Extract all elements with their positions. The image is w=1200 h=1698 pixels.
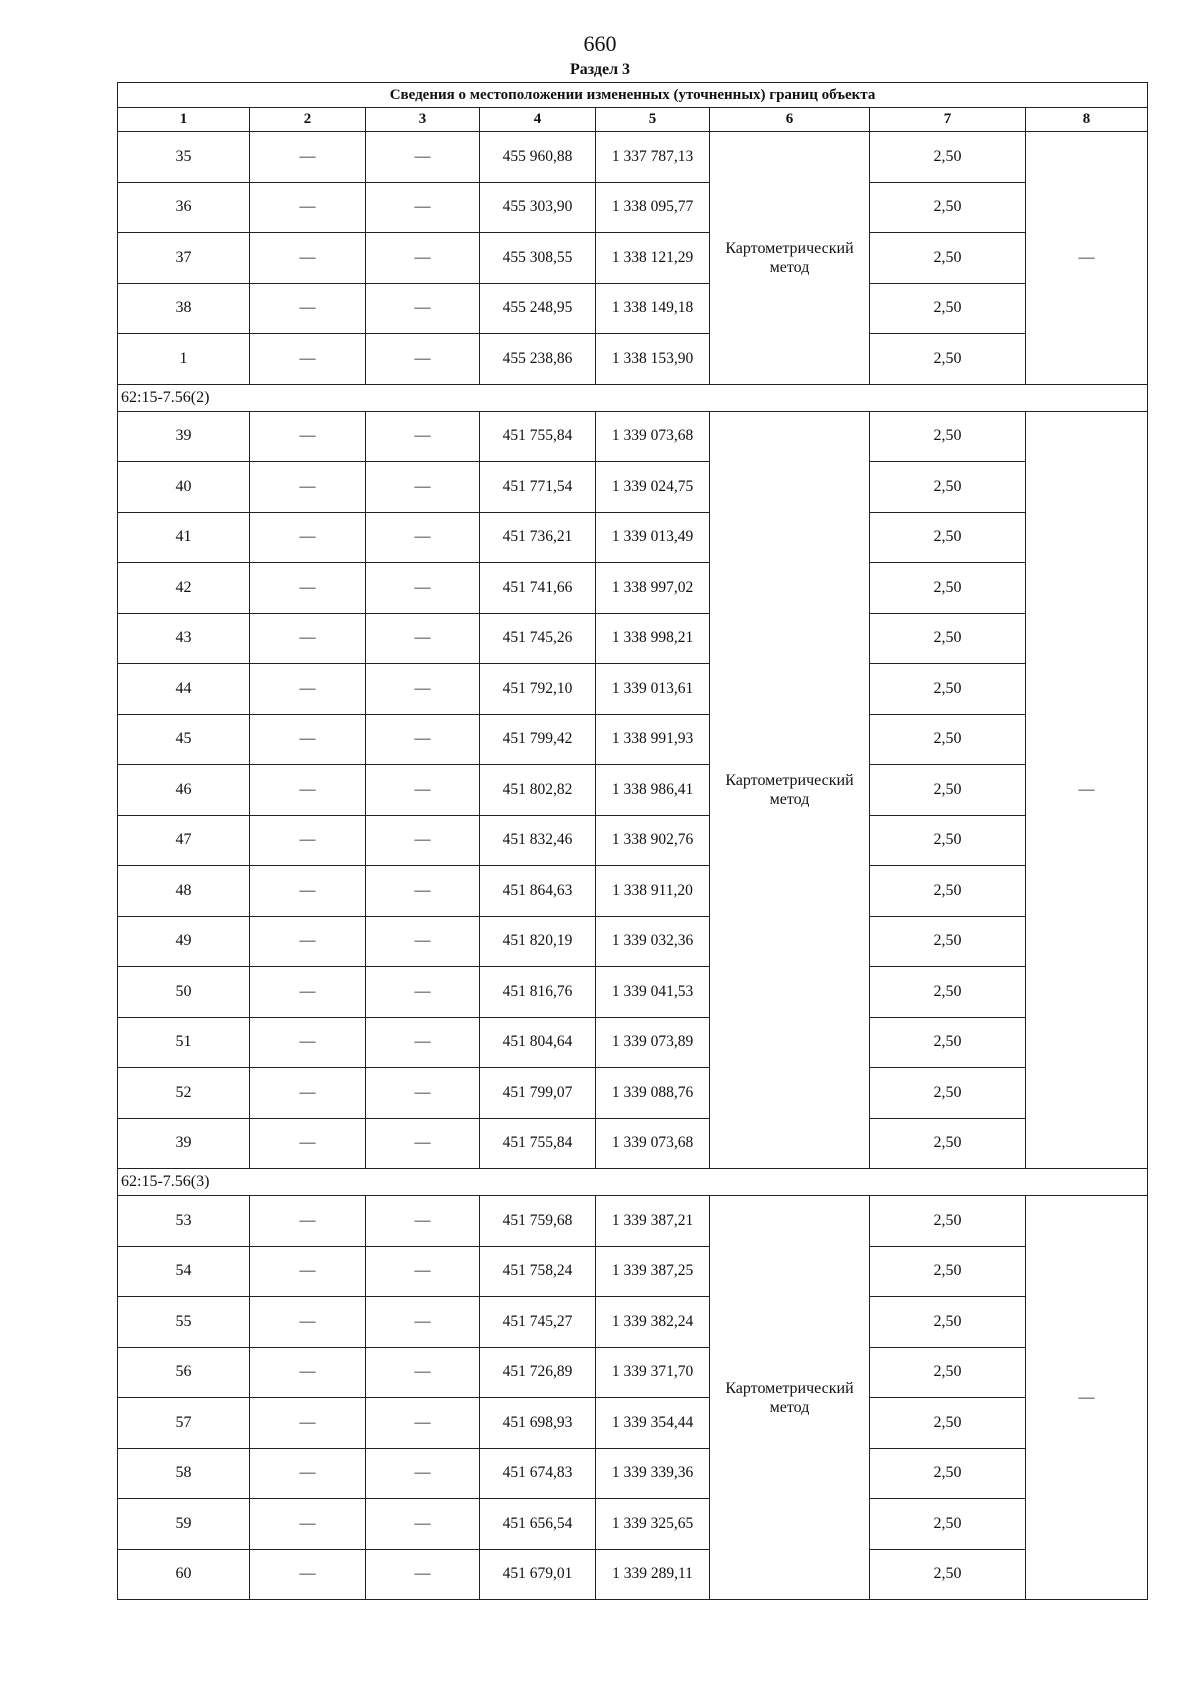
x-coordinate-cell: 455 303,90	[480, 182, 596, 233]
y-coordinate-cell: 1 338 902,76	[596, 815, 710, 866]
accuracy-cell: 2,50	[870, 334, 1026, 385]
section-title: Раздел 3	[569, 61, 631, 78]
x-coordinate-cell: 451 804,64	[480, 1017, 596, 1068]
accuracy-cell: 2,50	[870, 411, 1026, 462]
y-coordinate-cell: 1 338 153,90	[596, 334, 710, 385]
y-coordinate-cell: 1 339 032,36	[596, 916, 710, 967]
col3-cell: —	[366, 182, 480, 233]
method-cell: Картометрический метод	[710, 132, 870, 385]
col3-cell: —	[366, 1549, 480, 1600]
y-coordinate-cell: 1 339 371,70	[596, 1347, 710, 1398]
col2-cell: —	[250, 815, 366, 866]
point-number-cell: 49	[118, 916, 250, 967]
x-coordinate-cell: 451 755,84	[480, 411, 596, 462]
table-row	[118, 916, 1148, 967]
y-coordinate-cell: 1 339 024,75	[596, 462, 710, 513]
group-label: 62:15-7.56(2)	[118, 384, 1148, 411]
point-number-cell: 51	[118, 1017, 250, 1068]
col2-cell: —	[250, 1398, 366, 1449]
column-header-row	[118, 108, 1148, 132]
point-number-cell: 36	[118, 182, 250, 233]
accuracy-cell: 2,50	[870, 664, 1026, 715]
point-number-cell: 38	[118, 283, 250, 334]
coordinates-table	[117, 82, 1148, 1600]
table-row	[118, 1398, 1148, 1449]
col8-cell: —	[1026, 411, 1148, 1169]
x-coordinate-cell: 455 248,95	[480, 283, 596, 334]
column-header: 6	[710, 108, 870, 132]
accuracy-cell: 2,50	[870, 1499, 1026, 1550]
table-caption-row	[118, 83, 1148, 108]
col3-cell: —	[366, 512, 480, 563]
accuracy-cell: 2,50	[870, 967, 1026, 1018]
point-number-cell: 41	[118, 512, 250, 563]
col8-cell: —	[1026, 1196, 1148, 1600]
x-coordinate-cell: 451 820,19	[480, 916, 596, 967]
accuracy-cell: 2,50	[870, 866, 1026, 917]
point-number-cell: 56	[118, 1347, 250, 1398]
col3-cell: —	[366, 613, 480, 664]
accuracy-cell: 2,50	[870, 1246, 1026, 1297]
accuracy-cell: 2,50	[870, 1196, 1026, 1247]
x-coordinate-cell: 451 698,93	[480, 1398, 596, 1449]
col2-cell: —	[250, 1017, 366, 1068]
accuracy-cell: 2,50	[870, 233, 1026, 284]
column-header: 3	[366, 108, 480, 132]
point-number-cell: 42	[118, 563, 250, 614]
point-number-cell: 50	[118, 967, 250, 1018]
col2-cell: —	[250, 1499, 366, 1550]
col3-cell: —	[366, 815, 480, 866]
point-number-cell: 39	[118, 1118, 250, 1169]
accuracy-cell: 2,50	[870, 714, 1026, 765]
y-coordinate-cell: 1 338 997,02	[596, 563, 710, 614]
table-row	[118, 1246, 1148, 1297]
y-coordinate-cell: 1 338 911,20	[596, 866, 710, 917]
y-coordinate-cell: 1 338 149,18	[596, 283, 710, 334]
accuracy-cell: 2,50	[870, 1398, 1026, 1449]
table-row	[118, 411, 1148, 462]
column-header: 2	[250, 108, 366, 132]
y-coordinate-cell: 1 338 991,93	[596, 714, 710, 765]
col3-cell: —	[366, 765, 480, 816]
col2-cell: —	[250, 714, 366, 765]
point-number-cell: 44	[118, 664, 250, 715]
y-coordinate-cell: 1 339 289,11	[596, 1549, 710, 1600]
point-number-cell: 52	[118, 1068, 250, 1119]
col3-cell: —	[366, 664, 480, 715]
col2-cell: —	[250, 1448, 366, 1499]
x-coordinate-cell: 451 758,24	[480, 1246, 596, 1297]
point-number-cell: 57	[118, 1398, 250, 1449]
col2-cell: —	[250, 1297, 366, 1348]
col2-cell: —	[250, 916, 366, 967]
method-cell: Картометрический метод	[710, 1196, 870, 1600]
table-row	[118, 1297, 1148, 1348]
x-coordinate-cell: 451 745,26	[480, 613, 596, 664]
table-row	[118, 334, 1148, 385]
table-row	[118, 1196, 1148, 1247]
y-coordinate-cell: 1 339 013,49	[596, 512, 710, 563]
point-number-cell: 59	[118, 1499, 250, 1550]
point-number-cell: 1	[118, 334, 250, 385]
point-number-cell: 39	[118, 411, 250, 462]
accuracy-cell: 2,50	[870, 283, 1026, 334]
column-header: 7	[870, 108, 1026, 132]
y-coordinate-cell: 1 338 095,77	[596, 182, 710, 233]
point-number-cell: 58	[118, 1448, 250, 1499]
table-row	[118, 1068, 1148, 1119]
column-header: 5	[596, 108, 710, 132]
col2-cell: —	[250, 1068, 366, 1119]
y-coordinate-cell: 1 339 073,68	[596, 411, 710, 462]
point-number-cell: 48	[118, 866, 250, 917]
col3-cell: —	[366, 1448, 480, 1499]
accuracy-cell: 2,50	[870, 1118, 1026, 1169]
y-coordinate-cell: 1 339 073,89	[596, 1017, 710, 1068]
table-row	[118, 613, 1148, 664]
y-coordinate-cell: 1 339 041,53	[596, 967, 710, 1018]
accuracy-cell: 2,50	[870, 613, 1026, 664]
y-coordinate-cell: 1 339 013,61	[596, 664, 710, 715]
accuracy-cell: 2,50	[870, 815, 1026, 866]
table-row	[118, 182, 1148, 233]
col3-cell: —	[366, 866, 480, 917]
col2-cell: —	[250, 233, 366, 284]
group-row	[118, 384, 1148, 411]
y-coordinate-cell: 1 337 787,13	[596, 132, 710, 183]
col2-cell: —	[250, 1118, 366, 1169]
accuracy-cell: 2,50	[870, 512, 1026, 563]
x-coordinate-cell: 451 745,27	[480, 1297, 596, 1348]
table-row	[118, 1347, 1148, 1398]
y-coordinate-cell: 1 339 354,44	[596, 1398, 710, 1449]
col3-cell: —	[366, 462, 480, 513]
x-coordinate-cell: 451 755,84	[480, 1118, 596, 1169]
col2-cell: —	[250, 866, 366, 917]
accuracy-cell: 2,50	[870, 132, 1026, 183]
col2-cell: —	[250, 512, 366, 563]
accuracy-cell: 2,50	[870, 563, 1026, 614]
column-header: 8	[1026, 108, 1148, 132]
table-row	[118, 132, 1148, 183]
col2-cell: —	[250, 765, 366, 816]
point-number-cell: 60	[118, 1549, 250, 1600]
col3-cell: —	[366, 1118, 480, 1169]
x-coordinate-cell: 451 771,54	[480, 462, 596, 513]
col3-cell: —	[366, 967, 480, 1018]
table-row	[118, 1499, 1148, 1550]
y-coordinate-cell: 1 339 387,25	[596, 1246, 710, 1297]
table-row	[118, 563, 1148, 614]
table-row	[118, 1549, 1148, 1600]
accuracy-cell: 2,50	[870, 1549, 1026, 1600]
table-row	[118, 714, 1148, 765]
x-coordinate-cell: 451 799,42	[480, 714, 596, 765]
col2-cell: —	[250, 1196, 366, 1247]
col3-cell: —	[366, 411, 480, 462]
col2-cell: —	[250, 411, 366, 462]
column-header: 1	[118, 108, 250, 132]
table-row	[118, 1017, 1148, 1068]
col3-cell: —	[366, 233, 480, 284]
y-coordinate-cell: 1 339 387,21	[596, 1196, 710, 1247]
col2-cell: —	[250, 132, 366, 183]
point-number-cell: 37	[118, 233, 250, 284]
page-number: 660	[583, 31, 617, 56]
point-number-cell: 47	[118, 815, 250, 866]
col8-cell: —	[1026, 132, 1148, 385]
x-coordinate-cell: 455 238,86	[480, 334, 596, 385]
col2-cell: —	[250, 334, 366, 385]
y-coordinate-cell: 1 339 088,76	[596, 1068, 710, 1119]
y-coordinate-cell: 1 339 339,36	[596, 1448, 710, 1499]
col2-cell: —	[250, 283, 366, 334]
col2-cell: —	[250, 967, 366, 1018]
table-row	[118, 765, 1148, 816]
col3-cell: —	[366, 132, 480, 183]
y-coordinate-cell: 1 338 998,21	[596, 613, 710, 664]
col2-cell: —	[250, 182, 366, 233]
col2-cell: —	[250, 1246, 366, 1297]
col2-cell: —	[250, 613, 366, 664]
table-row	[118, 664, 1148, 715]
x-coordinate-cell: 451 674,83	[480, 1448, 596, 1499]
col2-cell: —	[250, 664, 366, 715]
col3-cell: —	[366, 283, 480, 334]
col3-cell: —	[366, 563, 480, 614]
x-coordinate-cell: 451 816,76	[480, 967, 596, 1018]
col3-cell: —	[366, 1196, 480, 1247]
accuracy-cell: 2,50	[870, 765, 1026, 816]
accuracy-cell: 2,50	[870, 1448, 1026, 1499]
col3-cell: —	[366, 1398, 480, 1449]
accuracy-cell: 2,50	[870, 182, 1026, 233]
accuracy-cell: 2,50	[870, 1068, 1026, 1119]
col3-cell: —	[366, 1068, 480, 1119]
accuracy-cell: 2,50	[870, 1297, 1026, 1348]
accuracy-cell: 2,50	[870, 462, 1026, 513]
table-row	[118, 866, 1148, 917]
y-coordinate-cell: 1 339 073,68	[596, 1118, 710, 1169]
group-label: 62:15-7.56(3)	[118, 1169, 1148, 1196]
col2-cell: —	[250, 462, 366, 513]
y-coordinate-cell: 1 339 325,65	[596, 1499, 710, 1550]
x-coordinate-cell: 451 726,89	[480, 1347, 596, 1398]
table-row	[118, 967, 1148, 1018]
table-row	[118, 815, 1148, 866]
y-coordinate-cell: 1 339 382,24	[596, 1297, 710, 1348]
x-coordinate-cell: 451 679,01	[480, 1549, 596, 1600]
col3-cell: —	[366, 1499, 480, 1550]
col3-cell: —	[366, 1246, 480, 1297]
x-coordinate-cell: 451 741,66	[480, 563, 596, 614]
col3-cell: —	[366, 1017, 480, 1068]
point-number-cell: 43	[118, 613, 250, 664]
x-coordinate-cell: 451 759,68	[480, 1196, 596, 1247]
col2-cell: —	[250, 1549, 366, 1600]
x-coordinate-cell: 455 308,55	[480, 233, 596, 284]
table-row	[118, 1118, 1148, 1169]
point-number-cell: 35	[118, 132, 250, 183]
table-row	[118, 462, 1148, 513]
x-coordinate-cell: 451 802,82	[480, 765, 596, 816]
x-coordinate-cell: 451 792,10	[480, 664, 596, 715]
method-cell: Картометрический метод	[710, 411, 870, 1169]
point-number-cell: 55	[118, 1297, 250, 1348]
col3-cell: —	[366, 916, 480, 967]
accuracy-cell: 2,50	[870, 1347, 1026, 1398]
y-coordinate-cell: 1 338 121,29	[596, 233, 710, 284]
x-coordinate-cell: 451 736,21	[480, 512, 596, 563]
y-coordinate-cell: 1 338 986,41	[596, 765, 710, 816]
x-coordinate-cell: 451 799,07	[480, 1068, 596, 1119]
point-number-cell: 54	[118, 1246, 250, 1297]
point-number-cell: 40	[118, 462, 250, 513]
col3-cell: —	[366, 714, 480, 765]
table-row	[118, 283, 1148, 334]
point-number-cell: 45	[118, 714, 250, 765]
table-row	[118, 233, 1148, 284]
point-number-cell: 46	[118, 765, 250, 816]
col2-cell: —	[250, 1347, 366, 1398]
point-number-cell: 53	[118, 1196, 250, 1247]
x-coordinate-cell: 455 960,88	[480, 132, 596, 183]
col3-cell: —	[366, 334, 480, 385]
x-coordinate-cell: 451 864,63	[480, 866, 596, 917]
x-coordinate-cell: 451 656,54	[480, 1499, 596, 1550]
table-row	[118, 1448, 1148, 1499]
col2-cell: —	[250, 563, 366, 614]
accuracy-cell: 2,50	[870, 916, 1026, 967]
col3-cell: —	[366, 1297, 480, 1348]
accuracy-cell: 2,50	[870, 1017, 1026, 1068]
group-row	[118, 1169, 1148, 1196]
table-row	[118, 512, 1148, 563]
x-coordinate-cell: 451 832,46	[480, 815, 596, 866]
table-caption: Сведения о местоположении измененных (уточненных) границ объекта	[118, 83, 1148, 108]
column-header: 4	[480, 108, 596, 132]
col3-cell: —	[366, 1347, 480, 1398]
